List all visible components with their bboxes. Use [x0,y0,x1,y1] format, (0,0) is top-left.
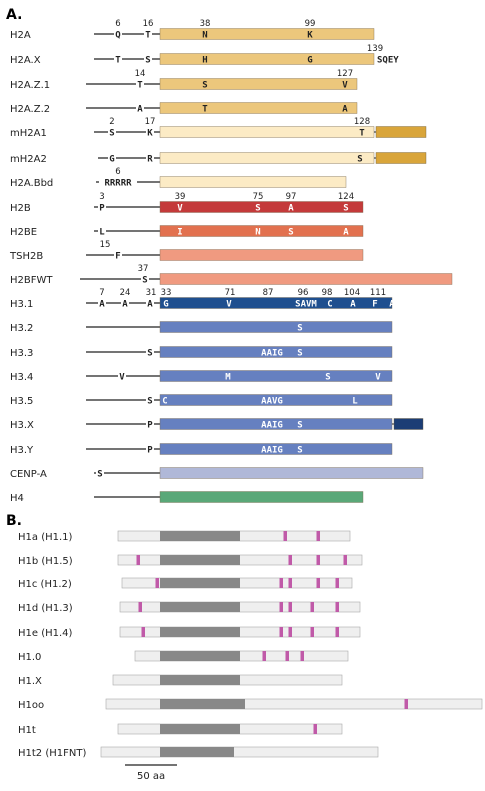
variant-name: mH2A1 [10,128,47,139]
residue-label: A [342,104,348,115]
h1-row-h1-x [18,675,342,687]
residue-label: S [147,348,153,359]
variant-row-cenp-a [10,468,423,481]
variant-name: H2A.Bbd [10,178,54,189]
residue-label: A [389,299,395,310]
variant-row-h3-4 [10,371,392,384]
panel-b [18,531,482,759]
residue-label: S [297,420,303,431]
residue-label: T [359,128,365,139]
core-domain-bar [160,54,374,65]
modification-site-mark [289,627,293,637]
core-domain-bar [160,79,357,90]
variant-row-mh2a1 [10,117,426,139]
h1-row-h1t [18,724,342,736]
modification-site-mark [317,578,321,588]
h1-variant-name: H1d (H1.3) [18,603,73,614]
core-domain-bar [160,250,363,261]
variant-row-tsh2b [9,240,363,262]
modification-site-mark [137,555,141,565]
scale-bar-label: 50 aa [137,771,166,782]
residue-label: T [137,80,143,91]
position-number: 39 [174,192,186,202]
residue-label: R [147,154,153,165]
variant-row-mh2a2 [10,153,426,166]
position-number: 31 [145,288,157,298]
modification-site-mark [289,578,293,588]
residue-label: P [147,420,153,431]
modification-site-mark [156,578,160,588]
variant-name: H2A [10,30,31,41]
h1-row-h1oo [18,699,482,711]
scale-bar [125,765,177,782]
residue-label: A [137,104,143,115]
variant-row-h2a-z-2 [10,103,357,116]
position-number: 17 [144,117,156,127]
residue-label: G [163,299,169,310]
position-number: 15 [99,240,111,250]
h1-variant-name: H1.0 [18,652,42,663]
position-number: 97 [285,192,297,202]
variant-name: H3.4 [10,372,34,383]
variant-name: H3.2 [10,323,34,334]
variant-row-h2a [10,19,374,41]
residue-label: V [177,203,183,214]
core-domain-bar [160,371,392,382]
residue-label: RRRRR [104,178,132,189]
modification-site-mark [289,602,293,612]
residue-label: T [145,30,151,41]
variant-name: H3.X [10,420,34,431]
modification-site-mark [263,651,267,661]
residue-label: SAVM [295,299,317,310]
core-domain-bar [160,177,346,188]
globular-domain [160,578,240,588]
residue-label: F [115,251,121,262]
variant-name: H3.1 [10,299,34,310]
residue-label: G [307,55,313,66]
variant-name: H3.5 [10,396,34,407]
residue-label: S [297,445,303,456]
h1-row-h1-0 [18,651,348,663]
variant-name: H2BE [10,227,38,238]
panel-b-label: B. [6,513,22,529]
residue-label: S [297,348,303,359]
variant-row-h2a-x [10,44,399,66]
residue-label: S [109,128,115,139]
modification-site-mark [336,602,340,612]
core-domain-bar [160,322,392,333]
c-terminal-domain-bar [394,419,423,430]
globular-domain [160,651,240,661]
variant-row-h3-x [10,419,423,432]
residue-label: S [288,227,294,238]
position-number: 14 [134,69,146,79]
h1-row-h1b-h1-5 [18,555,362,567]
h1-row-h1d-h1-3 [18,602,360,614]
residue-label: S [325,372,331,383]
core-domain-bar [160,29,374,40]
residue-label: C [162,396,168,407]
core-domain-bar [160,298,392,309]
residue-label: S [202,80,208,91]
variant-row-h3-3 [10,347,392,360]
modification-site-mark [289,555,293,565]
core-domain-bar [160,492,363,503]
core-domain-bar [160,202,363,213]
position-number: 139 [366,44,384,54]
globular-domain [160,555,240,565]
position-number: 2 [109,117,115,127]
position-number: 98 [321,288,333,298]
globular-domain [160,627,240,637]
h1-variant-name: H1b (H1.5) [18,556,73,567]
residue-label: S [357,154,363,165]
core-domain-bar [160,127,374,138]
residue-label: A [122,299,128,310]
h1-variant-name: H1.X [18,676,42,687]
position-number: 16 [142,19,154,29]
variant-row-h2a-bbd [10,167,346,189]
position-number: 33 [160,288,172,298]
residue-label: S [145,55,151,66]
globular-domain [160,699,245,709]
position-number: 128 [353,117,371,127]
position-number: 124 [337,192,355,202]
variant-name: H2A.Z.2 [10,104,51,115]
globular-domain [160,675,240,685]
variant-row-h2b [10,192,363,214]
position-number: 96 [297,288,309,298]
residue-label: T [202,104,208,115]
modification-site-mark [314,724,318,734]
residue-label: V [119,372,125,383]
residue-label: N [202,30,208,41]
h1-variant-name: H1t2 (H1FNT) [18,748,87,759]
residue-label: G [109,154,115,165]
modification-site-mark [317,531,321,541]
modification-site-mark [311,627,315,637]
h1-variant-name: H1c (H1.2) [18,579,72,590]
variant-name: mH2A2 [10,154,47,165]
residue-label: A [147,299,153,310]
residue-label: Q [115,30,121,41]
h1-variant-name: H1oo [18,700,45,711]
residue-label: AAIG [261,348,283,359]
variant-name: TSH2B [10,251,44,262]
modification-site-mark [405,699,409,709]
residue-label: S [343,203,349,214]
variant-name: H2A.X [10,55,41,66]
variant-name: H3.Y [10,445,34,456]
residue-label: S [297,323,303,334]
h1-variant-name: H1e (H1.4) [18,628,73,639]
residue-label: L [99,227,105,238]
globular-domain [160,724,240,734]
residue-label: AAVG [261,396,283,407]
modification-site-mark [139,602,143,612]
residue-label: M [225,372,231,383]
variant-name: H2B [10,203,31,214]
variant-row-h2bfwt [10,264,452,286]
modification-site-mark [280,578,284,588]
modification-site-mark [317,555,321,565]
residue-label: I [177,227,183,238]
position-number: 7 [99,288,105,298]
modification-site-mark [311,602,315,612]
residue-label: S [147,396,153,407]
modification-site-mark [301,651,305,661]
residue-label: S [255,203,261,214]
residue-label: C [327,299,333,310]
position-number: 127 [336,69,354,79]
core-domain-bar [160,468,423,479]
panel-a-label: A. [6,7,23,23]
variant-row-h3-1 [10,288,395,310]
residue-label: H [202,55,208,66]
variant-row-h4 [10,492,363,505]
position-number: 87 [262,288,274,298]
residue-label: P [147,445,153,456]
variant-row-h2be [10,226,363,239]
globular-domain [160,747,234,757]
h1-variant-name: H1t [18,725,36,736]
residue-label: V [375,372,381,383]
modification-site-mark [280,602,284,612]
residue-label: A [343,227,349,238]
residue-label: K [147,128,153,139]
residue-label: AAIG [261,445,283,456]
variant-name: CENP-A [10,469,47,480]
residue-label: V [226,299,232,310]
position-number: 6 [115,167,121,177]
position-number: 75 [252,192,264,202]
position-number: 71 [224,288,236,298]
residue-label: L [352,396,358,407]
residue-label: A [99,299,105,310]
variant-row-h3-5 [10,395,392,408]
c-terminal-domain-bar [376,127,426,138]
residue-label: P [99,203,105,214]
h1-protein-bar [101,747,378,757]
variant-name: H2BFWT [10,275,53,286]
core-domain-bar [160,274,452,285]
residue-label: F [372,299,378,310]
variant-name: H3.3 [10,348,34,359]
position-number: 37 [137,264,149,274]
variant-row-h3-y [10,444,392,457]
position-number: 24 [119,288,131,298]
position-number: 6 [115,19,121,29]
position-number: 3 [99,192,105,202]
residue-label: K [307,30,313,41]
globular-domain [160,531,240,541]
position-number: 38 [199,19,211,29]
residue-label: V [342,80,348,91]
modification-site-mark [286,651,290,661]
modification-site-mark [336,578,340,588]
residue-label: S [142,275,148,286]
residue-label: A [350,299,356,310]
modification-site-mark [284,531,288,541]
residue-label: N [255,227,261,238]
residue-label: A [288,203,294,214]
core-domain-bar [160,103,357,114]
residue-label: AAIG [261,420,283,431]
variant-name: H2A.Z.1 [10,80,51,91]
modification-site-mark [336,627,340,637]
c-terminal-domain-bar [376,153,426,164]
panel-a [9,19,452,504]
globular-domain [160,602,240,612]
modification-site-mark [142,627,146,637]
modification-site-mark [344,555,348,565]
position-number: 99 [304,19,316,29]
residue-label: S [97,469,103,480]
h1-variant-name: H1a (H1.1) [18,532,73,543]
modification-site-mark [280,627,284,637]
h1-row-h1a-h1-1 [18,531,350,543]
h1-row-h1c-h1-2 [18,578,352,590]
variant-row-h3-2 [10,322,392,335]
variant-row-h2a-z-1 [10,69,357,91]
variant-name: H4 [10,493,24,504]
c-terminal-motif: SQEY [377,55,399,66]
h1-row-h1t2-h1fnt [18,747,378,759]
position-number: 111 [369,288,387,298]
residue-label: T [115,55,121,66]
position-number: 104 [343,288,361,298]
h1-row-h1e-h1-4 [18,627,360,639]
core-domain-bar [160,226,363,237]
core-domain-bar [160,153,374,164]
